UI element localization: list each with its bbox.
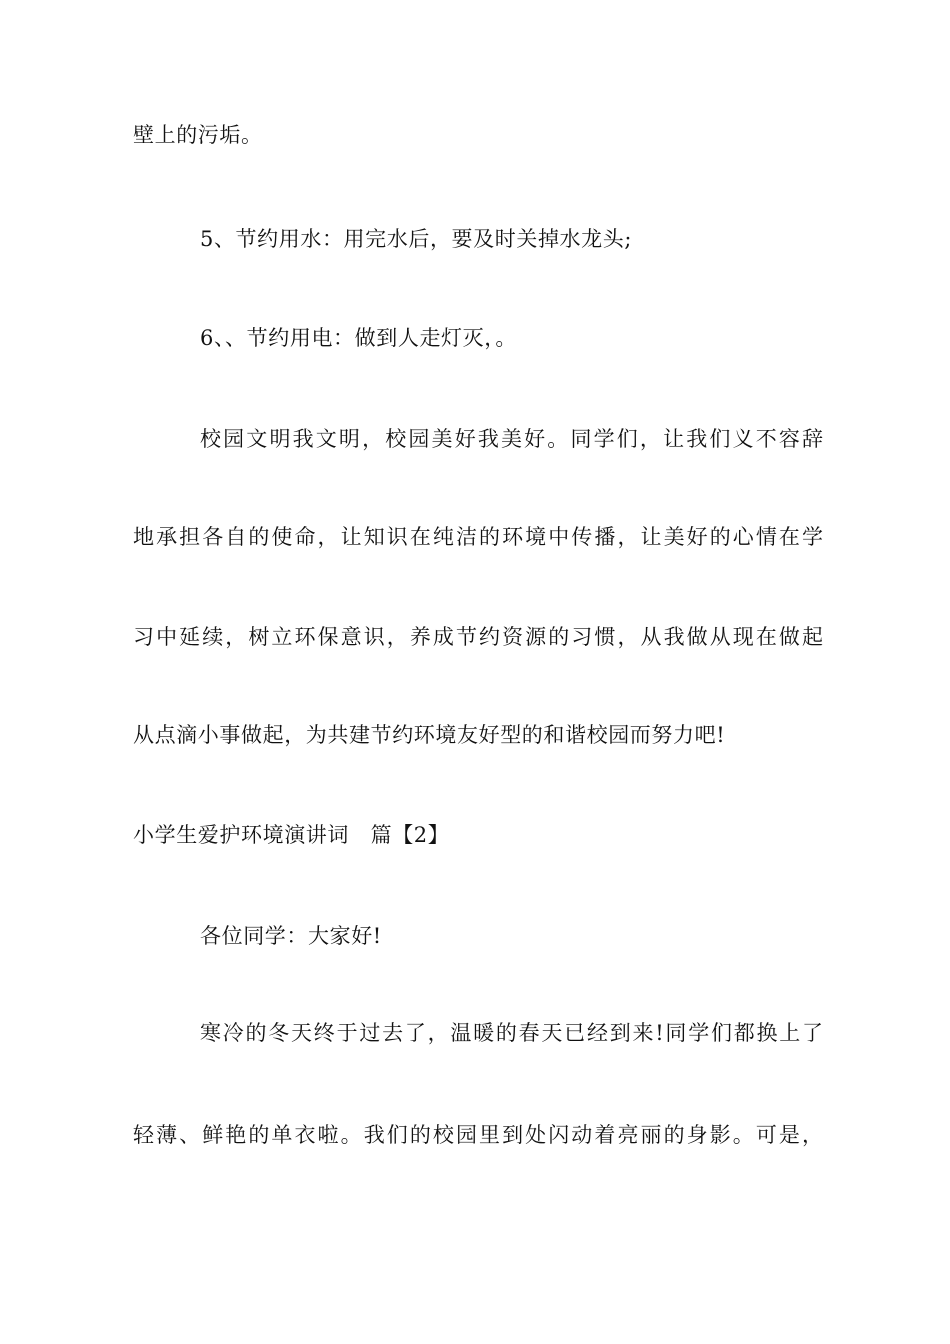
paragraph-line: 轻薄、鲜艳的单衣啦。我们的校园里到处闪动着亮丽的身影。可是，: [133, 1123, 823, 1147]
greeting-line: 各位同学：大家好!: [200, 924, 382, 948]
list-item-6: 6、、节约用电：做到人走灯灭，。: [200, 326, 517, 350]
paragraph-line: 寒冷的冬天终于过去了，温暖的春天已经到来!同学们都换上了: [200, 1021, 823, 1045]
paragraph-line: 地承担各自的使命，让知识在纯洁的环境中传播，让美好的心情在学: [133, 525, 823, 549]
paragraph-line: 从点滴小事做起，为共建节约环境友好型的和谐校园而努力吧!: [133, 723, 726, 747]
list-item-5: 5、节约用水：用完水后，要及时关掉水龙头;: [200, 227, 633, 251]
paragraph-line: 校园文明我文明，校园美好我美好。同学们，让我们义不容辞: [200, 427, 823, 451]
section-heading: 小学生爱护环境演讲词 篇【2】: [133, 823, 450, 847]
paragraph-line: 习中延续，树立环保意识，养成节约资源的习惯，从我做从现在做起: [133, 625, 823, 649]
text-line-1: 壁上的污垢。: [133, 123, 263, 147]
